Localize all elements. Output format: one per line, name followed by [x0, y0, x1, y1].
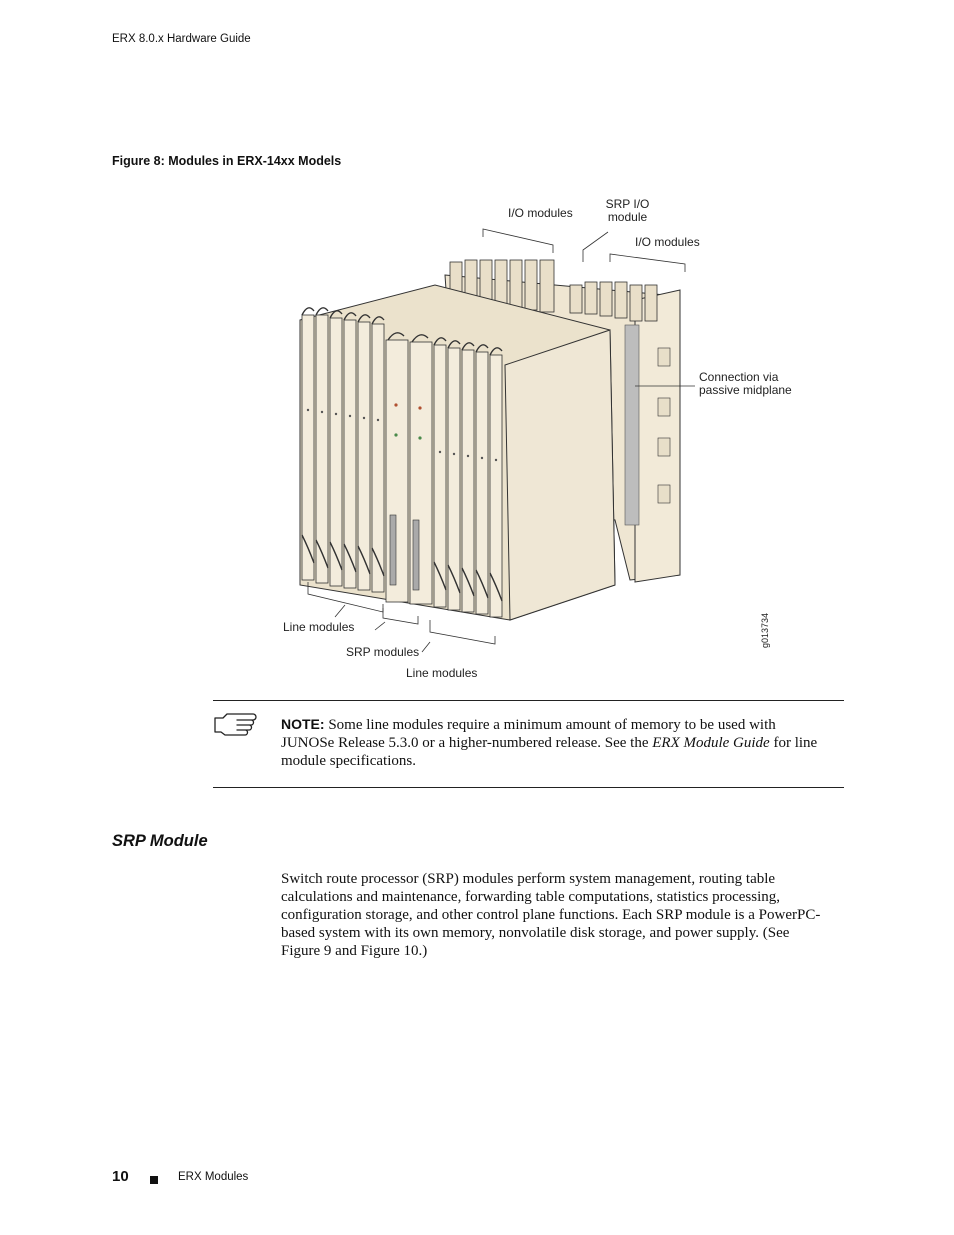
callout-line-modules-bottom: Line modules: [406, 666, 478, 680]
callout-connection-line2: passive midplane: [699, 383, 792, 397]
callout-srp-io-module: [600, 198, 655, 224]
note-paragraph: [281, 715, 826, 770]
callout-io-modules-right: I/O modules: [635, 235, 700, 249]
section-title: SRP Module: [112, 832, 208, 850]
chassis-figure: [270, 190, 830, 690]
note-label: NOTE:: [281, 716, 325, 732]
note-text-before: Some line modules require a minimum amount of memory to be used with JUNOSe Release 5.3.0 or a higher-numbered release. See the: [281, 717, 776, 751]
callout-io-modules-top: I/O modules: [508, 206, 573, 220]
note-top-rule: [213, 700, 844, 701]
note-italic-ref: ERX Module Guide: [652, 735, 770, 751]
footer-bullet: [150, 1176, 158, 1184]
page-number: 10: [112, 1168, 129, 1185]
running-header: ERX 8.0.x Hardware Guide: [112, 33, 251, 45]
figure-id-label: g013734: [760, 612, 770, 648]
callout-srp-io-line1: SRP I/O: [605, 197, 650, 211]
pointing-hand-icon: [213, 708, 261, 736]
callout-connection-line1: Connection via: [699, 370, 779, 384]
figure-caption: Figure 8: Modules in ERX-14xx Models: [112, 154, 342, 168]
callout-connection-midplane: [699, 371, 792, 397]
chassis-illustration: [270, 190, 830, 690]
note-text-after: for line module specifications.: [281, 735, 818, 769]
note-bottom-rule: [213, 787, 844, 788]
footer-section-name: ERX Modules: [178, 1171, 249, 1183]
section-body: Switch route processor (SRP) modules perform system management, routing table calculations and maintenance, forwarding table computations, statistics processing, configuration storage, and other control plane functions. Each SRP module is a PowerPC-based system with its own memory, nonvolatile disk storage, and power supply. (See Figure 9 and Figure 10.): [281, 871, 821, 959]
callout-srp-modules: SRP modules: [346, 645, 420, 659]
callout-line-modules-left: Line modules: [283, 620, 355, 634]
callout-srp-io-line2: module: [607, 210, 648, 224]
